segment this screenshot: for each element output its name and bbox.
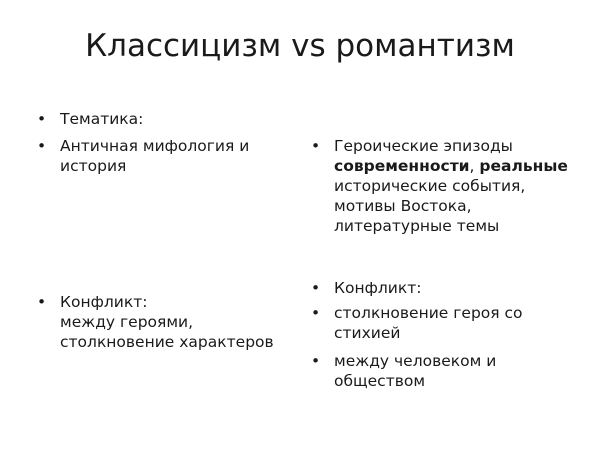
- bullet-icon: •: [37, 137, 47, 155]
- bullet-text-separator: ,: [469, 157, 480, 175]
- bullet-text-line: Героические эпизоды: [334, 137, 513, 155]
- bullet-icon: •: [311, 352, 321, 370]
- bullet-icon: •: [37, 110, 47, 128]
- bullet-text-bold: современности: [334, 157, 470, 175]
- bullet-text-line: исторические события,: [334, 177, 526, 195]
- bullet-text-block: [60, 136, 249, 176]
- bullet-text-line: между героями,: [60, 313, 194, 331]
- bullet-text-line: мотивы Востока,: [334, 197, 472, 215]
- right-bullet-theme: [311, 136, 591, 236]
- bullet-icon: •: [37, 293, 47, 311]
- bullet-text-line: столкновение героя со: [334, 304, 523, 322]
- bullet-text-line: история: [60, 157, 127, 175]
- bullet-text-line: литературные темы: [334, 217, 500, 235]
- bullet-text: Конфликт:: [334, 279, 422, 297]
- bullet-text-block: [60, 292, 274, 352]
- right-bullet-conflict-label: [311, 278, 591, 298]
- slide-title: Классицизм vs романтизм: [85, 28, 515, 64]
- bullet-text-line: Конфликт:: [60, 293, 148, 311]
- bullet-text-block: [334, 351, 496, 391]
- bullet-icon: •: [311, 137, 321, 155]
- left-bullet-theme-label: [37, 109, 297, 129]
- bullet-text-bold: реальные: [479, 157, 568, 175]
- right-bullet-conflict-item1: [311, 303, 591, 343]
- bullet-text: Тематика:: [60, 110, 144, 128]
- left-bullet-conflict: [37, 292, 297, 352]
- right-bullet-conflict-item2: [311, 351, 591, 391]
- bullet-text-block: [334, 136, 568, 236]
- bullet-text-line: между человеком и: [334, 352, 497, 370]
- bullet-text-block: [334, 303, 523, 343]
- bullet-text-line: столкновение характеров: [60, 333, 274, 351]
- bullet-icon: •: [311, 279, 321, 297]
- bullet-icon: •: [311, 304, 321, 322]
- bullet-text-line: обществом: [334, 372, 426, 390]
- left-bullet-theme: [37, 136, 297, 176]
- bullet-text-line: стихией: [334, 324, 401, 342]
- bullet-text-line: Античная мифология и: [60, 137, 250, 155]
